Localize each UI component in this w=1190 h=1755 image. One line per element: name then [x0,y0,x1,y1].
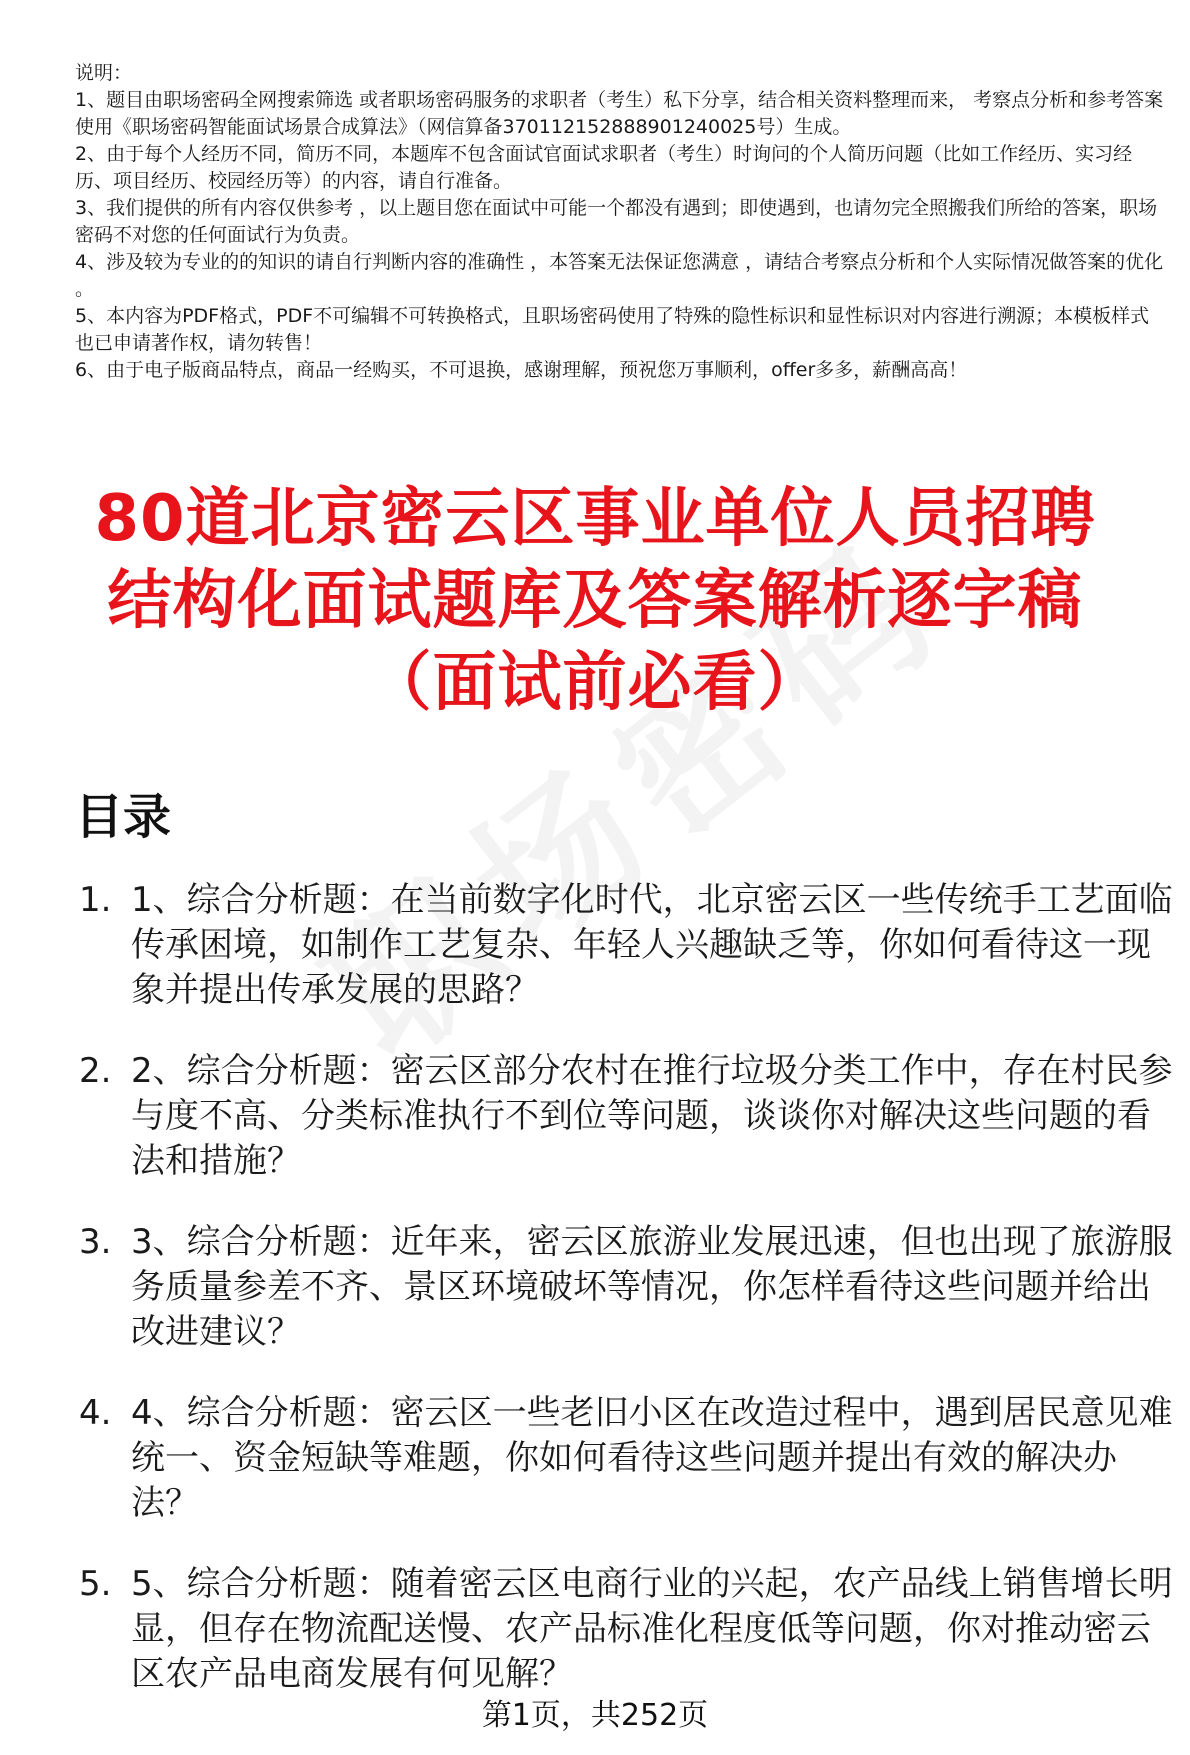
notice-item-4: 4、涉及较为专业的的知识的请自行判断内容的准确性 ，本答案无法保证您满意 ，请结合考察点分析和个人实际情况做答案的优化 。 [75,251,1164,300]
toc-item[interactable] [75,878,1175,1013]
toc-item-number: 2. [79,1051,112,1091]
toc-item[interactable] [75,1562,1175,1697]
notice-item-3: 3、我们提供的所有内容仅供参考 ，以上题目您在面试中可能一个都没有遇到；即使遇到，也请勿完全照搬我们所给的答案，职场密码不对您的任何面试行为负责。 [75,197,1158,246]
toc-item-number: 3. [79,1222,112,1262]
notice-item-5: 5、本内容为PDF格式，PDF不可编辑不可转换格式，且职场密码使用了特殊的隐性标识和显性标识对内容进行溯源；本模板样式也已申请著作权，请勿转售！ [75,305,1150,354]
document-title [60,478,1130,724]
page-number: 第1页，共252页 [481,1698,709,1733]
toc-item-number: 5. [79,1564,112,1604]
toc-heading: 目录 [75,789,172,845]
toc-item-number: 1. [79,880,112,920]
toc-item-text: 5、综合分析题：随着密云区电商行业的兴起，农产品线上销售增长明显，但存在物流配送慢、农产品标准化程度低等问题，你对推动密云区农产品电商发展有何见解？ [131,1564,1173,1694]
title-line-3: （面试前必看） [367,646,823,720]
toc-item-number: 4. [79,1393,112,1433]
toc-item-text: 1、综合分析题：在当前数字化时代，北京密云区一些传统手工艺面临传承困境，如制作工艺复杂、年轻人兴趣缺乏等，你如何看待这一现象并提出传承发展的思路？ [131,880,1173,1010]
notice-item-1: 1、题目由职场密码全网搜索筛选 或者职场密码服务的求职者（考生）私下分享，结合相关资料整理而来， 考察点分析和参考答案使用《职场密码智能面试场景合成算法》（网信算备370112152888901240025号）生成。 [75,89,1164,138]
disclaimer-notice [75,60,1165,384]
toc-item[interactable] [75,1220,1175,1355]
title-line-1: 80道北京密云区事业单位人员招聘 [94,482,1096,556]
toc-item-text: 4、综合分析题：密云区一些老旧小区在改造过程中，遇到居民意见难统一、资金短缺等难题，你如何看待这些问题并提出有效的解决办法？ [131,1393,1173,1523]
title-line-2: 结构化面试题库及答案解析逐字稿 [107,564,1083,638]
notice-item-6: 6、由于电子版商品特点，商品一经购买，不可退换，感谢理解，预祝您万事顺利，offer多多，薪酬高高！ [75,359,968,381]
toc-item-text: 3、综合分析题：近年来，密云区旅游业发展迅速，但也出现了旅游服务质量参差不齐、景区环境破坏等情况，你怎样看待这些问题并给出改进建议？ [131,1222,1173,1352]
toc-item[interactable] [75,1391,1175,1526]
notice-item-2: 2、由于每个人经历不同，简历不同，本题库不包含面试官面试求职者（考生）时询问的个人简历问题（比如工作经历、实习经历、项目经历、校园经历等）的内容，请自行准备。 [75,143,1133,192]
notice-heading: 说明： [75,62,133,84]
toc-list [75,878,1175,1733]
toc-item[interactable] [75,1049,1175,1184]
toc-item-text: 2、综合分析题：密云区部分农村在推行垃圾分类工作中，存在村民参与度不高、分类标准执行不到位等问题，谈谈你对解决这些问题的看法和措施？ [131,1051,1173,1181]
